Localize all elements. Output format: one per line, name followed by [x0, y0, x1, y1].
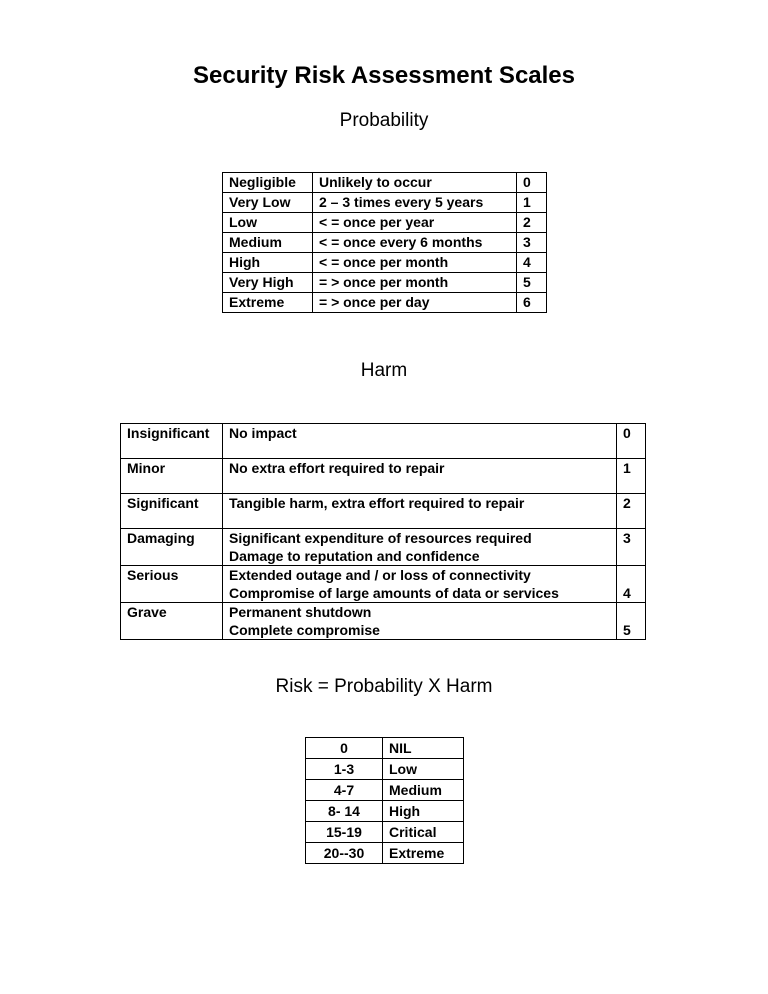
table-row: [223, 213, 547, 233]
harm-description-line: Compromise of large amounts of data or services: [229, 585, 559, 601]
harm-description-line: Damage to reputation and confidence: [229, 548, 480, 564]
table-row: [121, 603, 646, 640]
probability-description: 2 – 3 times every 5 years: [313, 193, 517, 213]
probability-level: Negligible: [223, 173, 313, 193]
harm-description: [223, 424, 617, 459]
probability-table: [222, 172, 547, 313]
probability-description: < = once per year: [313, 213, 517, 233]
table-row: [121, 566, 646, 603]
probability-score: 0: [517, 173, 547, 193]
table-row: [306, 801, 464, 822]
probability-description: < = once per month: [313, 253, 517, 273]
risk-label: Critical: [383, 822, 464, 843]
probability-level: Extreme: [223, 293, 313, 313]
probability-level: Very High: [223, 273, 313, 293]
probability-level: High: [223, 253, 313, 273]
table-row: [223, 273, 547, 293]
harm-description: [223, 494, 617, 529]
probability-score: 6: [517, 293, 547, 313]
table-row: [223, 233, 547, 253]
risk-table: [305, 737, 464, 864]
harm-score: 3: [617, 529, 646, 566]
harm-level: Grave: [121, 603, 223, 640]
harm-description-line: No extra effort required to repair: [229, 460, 445, 476]
harm-score: 4: [617, 566, 646, 603]
harm-description-line: Extended outage and / or loss of connectivity: [229, 567, 531, 583]
harm-description: [223, 603, 617, 640]
probability-score: 3: [517, 233, 547, 253]
harm-level: Minor: [121, 459, 223, 494]
harm-description-line: Tangible harm, extra effort required to repair: [229, 495, 525, 511]
probability-description: = > once per month: [313, 273, 517, 293]
probability-score: 1: [517, 193, 547, 213]
table-row: [121, 494, 646, 529]
risk-range: 15-19: [306, 822, 383, 843]
risk-range: 20--30: [306, 843, 383, 864]
harm-level: Damaging: [121, 529, 223, 566]
table-row: [121, 424, 646, 459]
harm-description: [223, 459, 617, 494]
probability-description: < = once every 6 months: [313, 233, 517, 253]
probability-level: Medium: [223, 233, 313, 253]
probability-score: 4: [517, 253, 547, 273]
table-row: [306, 738, 464, 759]
harm-level: Serious: [121, 566, 223, 603]
table-row: [306, 843, 464, 864]
risk-range: 1-3: [306, 759, 383, 780]
probability-level: Very Low: [223, 193, 313, 213]
risk-range: 8- 14: [306, 801, 383, 822]
risk-label: NIL: [383, 738, 464, 759]
probability-score: 5: [517, 273, 547, 293]
risk-range: 0: [306, 738, 383, 759]
table-row: [306, 780, 464, 801]
harm-score: 1: [617, 459, 646, 494]
risk-label: High: [383, 801, 464, 822]
harm-level: Insignificant: [121, 424, 223, 459]
probability-heading: Probability: [339, 110, 429, 131]
harm-score: 2: [617, 494, 646, 529]
risk-heading: Risk = Probability X Harm: [275, 676, 493, 697]
risk-label: Extreme: [383, 843, 464, 864]
probability-description: Unlikely to occur: [313, 173, 517, 193]
table-row: [223, 173, 547, 193]
risk-label: Low: [383, 759, 464, 780]
table-row: [306, 822, 464, 843]
harm-table: [120, 423, 646, 640]
probability-score: 2: [517, 213, 547, 233]
harm-score: 0: [617, 424, 646, 459]
table-row: [306, 759, 464, 780]
harm-description-line: Permanent shutdown: [229, 604, 372, 620]
risk-range: 4-7: [306, 780, 383, 801]
table-row: [121, 459, 646, 494]
table-row: [223, 293, 547, 313]
table-row: [223, 193, 547, 213]
harm-description: [223, 566, 617, 603]
harm-description: [223, 529, 617, 566]
harm-description-line: Complete compromise: [229, 622, 380, 638]
table-row: [121, 529, 646, 566]
risk-label: Medium: [383, 780, 464, 801]
harm-description-line: No impact: [229, 425, 297, 441]
harm-score: 5: [617, 603, 646, 640]
probability-level: Low: [223, 213, 313, 233]
table-row: [223, 253, 547, 273]
harm-description-line: Significant expenditure of resources required: [229, 530, 532, 546]
harm-heading: Harm: [360, 360, 408, 381]
harm-level: Significant: [121, 494, 223, 529]
page-title: Security Risk Assessment Scales: [193, 62, 575, 89]
probability-description: = > once per day: [313, 293, 517, 313]
